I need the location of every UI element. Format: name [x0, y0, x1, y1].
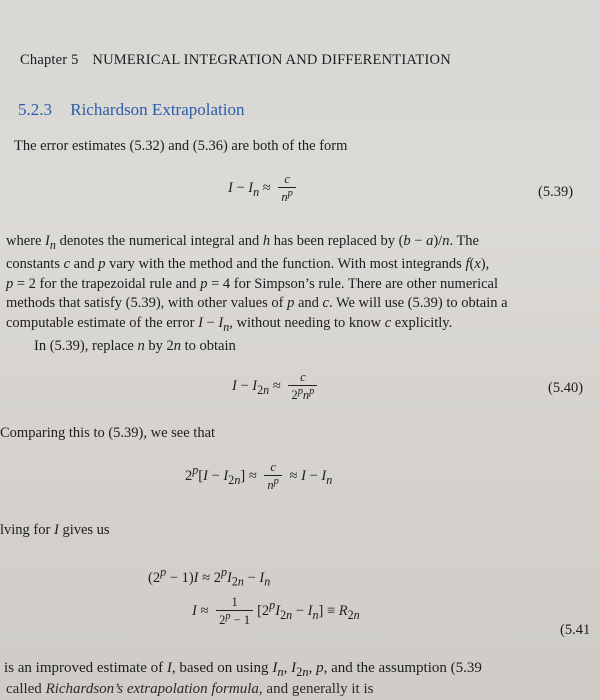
equation-5-41: I ≈ $\frac{1}{2^p - 1}$ $[2^pI_{2n} - I_n] \equiv R_{2n}$ [192, 595, 360, 628]
equation-label-5-39: (5.39) [538, 184, 574, 200]
equation-solve-1: $(2^p - 1)I \approx 2^pI_{2n} - I_n$ [148, 565, 271, 589]
final-line-2: called Richardson’s extrapolation formula, and generally it is [6, 681, 374, 697]
paragraph-line: methods that satisfy (5.39), with other values of p and c. We will use (5.39) to obtain a [6, 295, 508, 312]
equation-5-40: $I - I_{2n}$ ≈ $\frac{c}{2^pn^p}$ [232, 370, 321, 403]
section-heading [18, 100, 244, 120]
paragraph-line: p = 2 for the trapezoidal rule and p = 4 for Simpson’s rule. There are other numerical [6, 275, 499, 292]
equation-5-39: $I - I_n$ ≈ $\frac{c}{n^p}$ [228, 172, 300, 205]
final-line-1: is an improved estimate of I, based on using $I_n$, $I_{2n}$, p, and the assumption (5.39 [4, 660, 482, 679]
intro-text: The error estimates (5.32) and (5.36) are both of the form [14, 138, 348, 154]
comparing-text: Comparing this to (5.39), we see that [0, 425, 216, 441]
paragraph-main [6, 232, 592, 357]
chapter-number: Chapter 5 [20, 52, 79, 68]
chapter-header [20, 52, 451, 69]
equation-label-5-40: (5.40) [548, 380, 584, 396]
equation-comparison: $2^p[I - I_{2n}]$ ≈ $\frac{c}{n^p}$ ≈ $I - I_n$ [185, 460, 333, 493]
paragraph-line: constants c and p vary with the method and the function. With most integrands f(x), [6, 256, 490, 273]
chapter-title: NUMERICAL INTEGRATION AND DIFFERENTIATION [92, 52, 451, 68]
section-number: 5.2.3 [18, 100, 52, 119]
equation-label-5-41: (5.41 [560, 622, 591, 638]
section-title: Richardson Extrapolation [70, 100, 245, 119]
paragraph-line: computable estimate of the error $I - I_n$, without needing to know c explicitly. [6, 314, 453, 334]
solving-text: lving for I gives us [0, 522, 110, 538]
paragraph-line: where $I_n$ denotes the numerical integral and h has been replaced by (b − a)/n. The [6, 233, 479, 252]
paragraph-line: In (5.39), replace n by 2n to obtain [34, 338, 236, 355]
